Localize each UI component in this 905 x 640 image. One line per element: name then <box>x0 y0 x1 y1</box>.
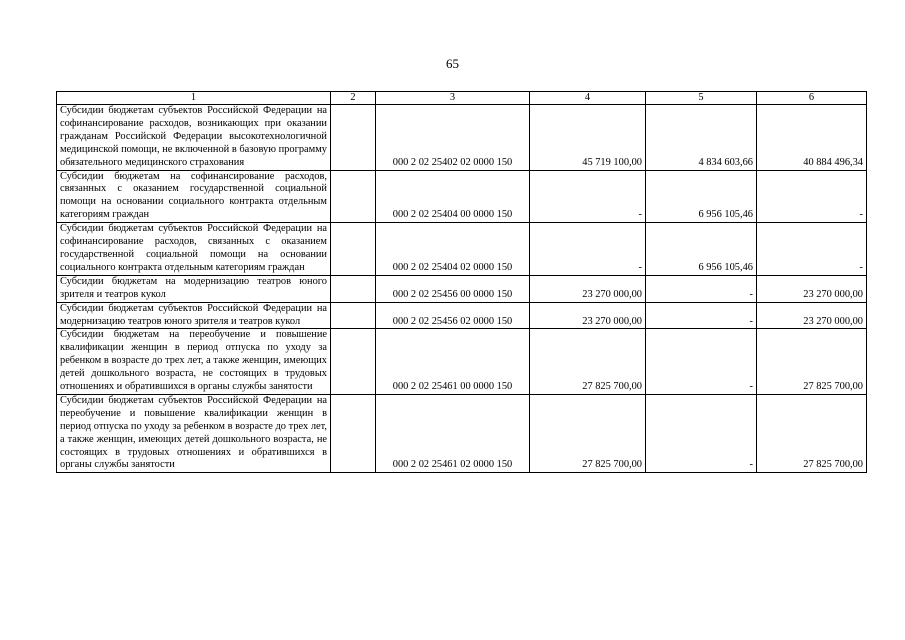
row-col4: 45 719 100,00 <box>530 105 646 171</box>
row-col4: 27 825 700,00 <box>530 329 646 395</box>
budget-table <box>56 91 867 473</box>
row-col5: - <box>646 302 757 329</box>
row-col2 <box>331 223 376 276</box>
row-col2 <box>331 170 376 223</box>
column-header: 1 <box>57 92 331 105</box>
row-col4: - <box>530 170 646 223</box>
table-row <box>57 223 867 276</box>
header-row <box>57 92 867 105</box>
row-name: Субсидии бюджетам на софинансирование расходов, связанных с оказанием государственной социальной помощи на основании социального контракта отдельным категориям граждан <box>57 170 331 223</box>
table-row <box>57 302 867 329</box>
row-col5: 6 956 105,46 <box>646 170 757 223</box>
row-col6: 27 825 700,00 <box>757 329 867 395</box>
row-name: Субсидии бюджетам субъектов Российской Федерации на софинансирование расходов, возникающих при оказании гражданам Российской Федерации высокотехнологичной медицинской помощи, не включенной в базовую программу обязательного медицинского страхования <box>57 105 331 171</box>
row-code: 000 2 02 25456 00 0000 150 <box>376 275 530 302</box>
row-col6: 23 270 000,00 <box>757 302 867 329</box>
row-code: 000 2 02 25402 02 0000 150 <box>376 105 530 171</box>
row-name: Субсидии бюджетам субъектов Российской Федерации на софинансирование расходов, связанных с оказанием государственной социальной помощи на основании социального контракта отдельным категориям граждан <box>57 223 331 276</box>
table-row <box>57 170 867 223</box>
row-col5: 6 956 105,46 <box>646 223 757 276</box>
row-col4: - <box>530 223 646 276</box>
row-col6: 27 825 700,00 <box>757 394 867 472</box>
row-code: 000 2 02 25404 02 0000 150 <box>376 223 530 276</box>
row-col5: - <box>646 394 757 472</box>
row-col4: 23 270 000,00 <box>530 275 646 302</box>
column-header: 3 <box>376 92 530 105</box>
row-col2 <box>331 394 376 472</box>
row-col6: 23 270 000,00 <box>757 275 867 302</box>
row-col5: - <box>646 275 757 302</box>
row-col2 <box>331 275 376 302</box>
row-col6: - <box>757 223 867 276</box>
table-row <box>57 275 867 302</box>
row-col4: 23 270 000,00 <box>530 302 646 329</box>
row-col4: 27 825 700,00 <box>530 394 646 472</box>
row-name: Субсидии бюджетам субъектов Российской Федерации на переобучение и повышение квалификации женщин в период отпуска по уходу за ребенком в возрасте до трех лет, а также женщин, имеющих детей дошкольного возраста, не состоящих в трудовых отношениях и обратившихся в органы службы занятости <box>57 394 331 472</box>
row-col2 <box>331 329 376 395</box>
row-name: Субсидии бюджетам на переобучение и повышение квалификации женщин в период отпуска по уходу за ребенком в возрасте до трех лет, а также женщин, имеющих детей дошкольного возраста, не состоящих в трудовых отношениях и обратившихся в органы службы занятости <box>57 329 331 395</box>
column-header: 6 <box>757 92 867 105</box>
row-col2 <box>331 105 376 171</box>
row-name: Субсидии бюджетам на модернизацию театров юного зрителя и театров кукол <box>57 275 331 302</box>
row-col5: 4 834 603,66 <box>646 105 757 171</box>
column-header: 2 <box>331 92 376 105</box>
row-code: 000 2 02 25461 02 0000 150 <box>376 394 530 472</box>
table-row <box>57 329 867 395</box>
row-code: 000 2 02 25456 02 0000 150 <box>376 302 530 329</box>
table-row <box>57 394 867 472</box>
row-col2 <box>331 302 376 329</box>
row-code: 000 2 02 25461 00 0000 150 <box>376 329 530 395</box>
row-col5: - <box>646 329 757 395</box>
row-col6: - <box>757 170 867 223</box>
row-name: Субсидии бюджетам субъектов Российской Федерации на модернизацию театров юного зрителя и театров кукол <box>57 302 331 329</box>
row-code: 000 2 02 25404 00 0000 150 <box>376 170 530 223</box>
row-col6: 40 884 496,34 <box>757 105 867 171</box>
table-row <box>57 105 867 171</box>
column-header: 5 <box>646 92 757 105</box>
page-number: 65 <box>446 56 459 71</box>
column-header: 4 <box>530 92 646 105</box>
